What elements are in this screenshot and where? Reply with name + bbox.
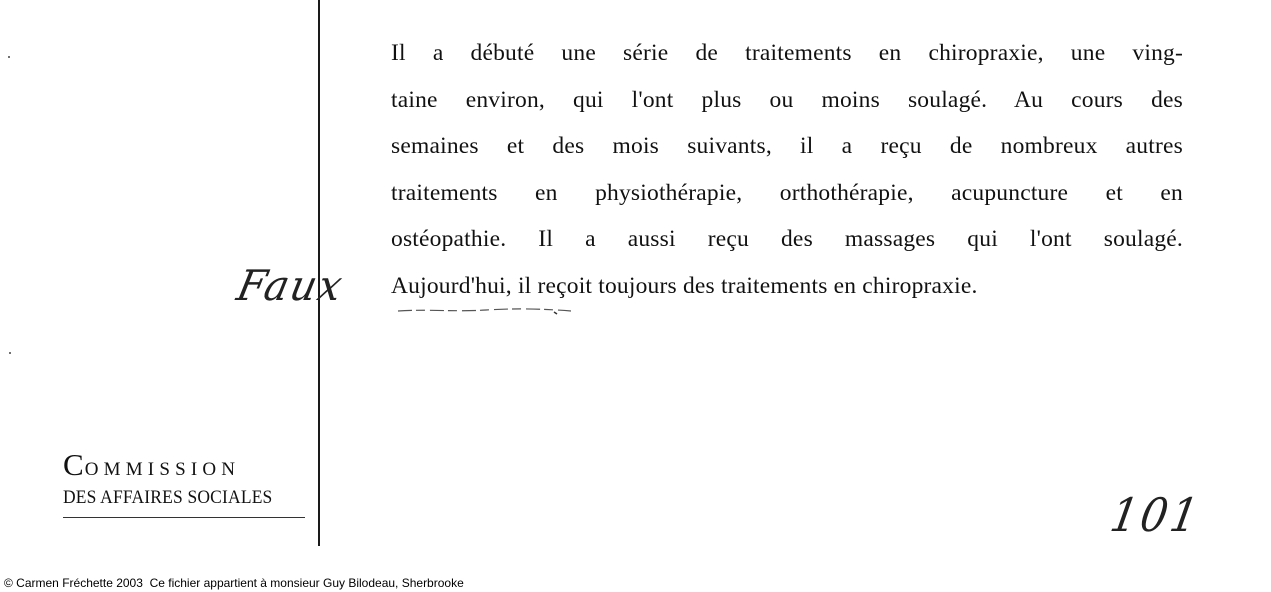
logo-underline (63, 517, 305, 518)
handwritten-margin-note: Faux (232, 262, 349, 311)
paragraph-line: Aujourd'hui, il reçoit toujours des traitements en chiropraxie. (391, 272, 978, 299)
paragraph-line: ostéopathie. Il a aussi reçu des massages qui l'ont soulagé. (391, 226, 1183, 252)
logo-line-2: DES AFFAIRES SOCIALES (63, 487, 273, 508)
paragraph-line: semaines et des mois suivants, il a reçu de nombreux autres (391, 133, 1183, 159)
commission-logo (63, 448, 308, 518)
handwritten-underline (396, 305, 576, 315)
scan-speck (9, 352, 11, 354)
handwritten-page-number: 101 (1106, 488, 1206, 542)
logo-line-1-rest: OMMISSION (84, 459, 241, 480)
paragraph-line: Il a débuté une série de traitements en chiropraxie, une ving- (391, 40, 1183, 66)
logo-line-1 (63, 448, 308, 487)
paragraph-line: taine environ, qui l'ont plus ou moins soulagé. Au cours des (391, 86, 1183, 113)
logo-initial: C (63, 447, 85, 482)
paragraph-line: traitements en physiothérapie, orthothérapie, acupuncture et en (391, 179, 1183, 206)
copyright-footer: © Carmen Fréchette 2003 Ce fichier appartient à monsieur Guy Bilodeau, Sherbrooke (4, 576, 464, 590)
body-paragraph (391, 30, 1183, 309)
scan-speck (8, 56, 10, 58)
